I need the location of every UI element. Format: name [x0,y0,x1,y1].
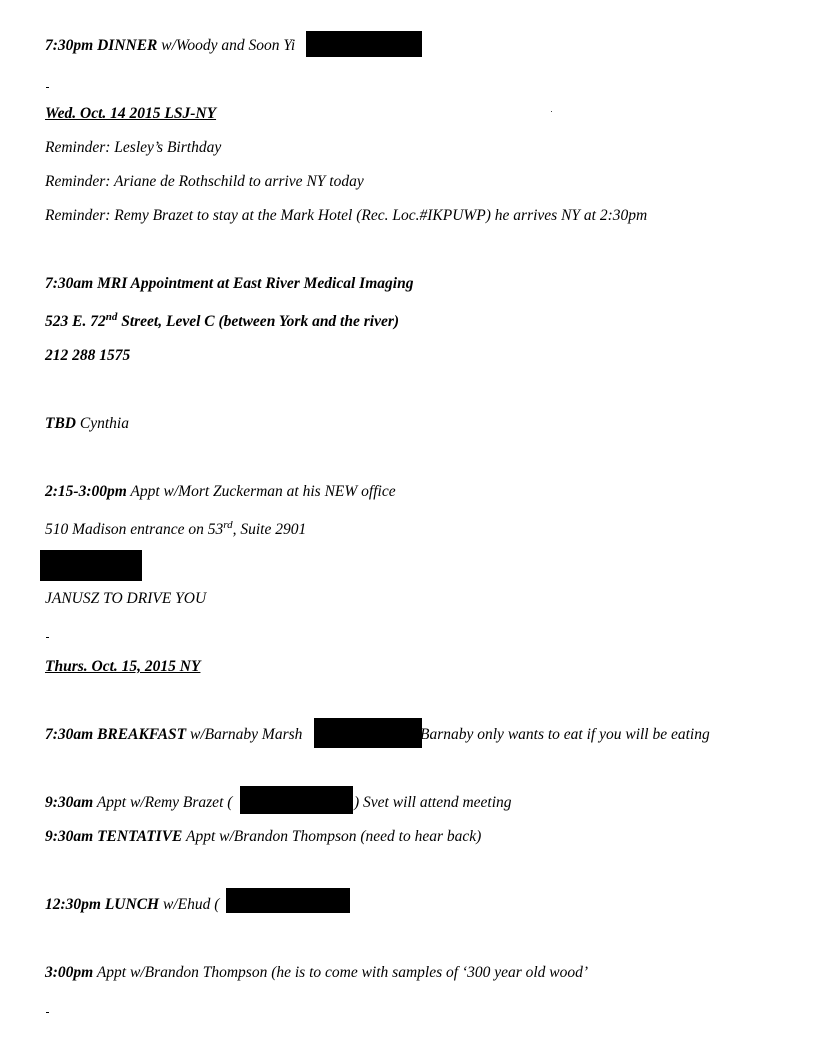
entry-mort [45,482,396,502]
address-part: Street, Level C (between York and the river) [117,313,400,330]
entry-mri-address [45,312,399,332]
entry-madison-address [45,520,306,540]
reminder-birthday: Reminder: Lesley’s Birthday [45,139,222,156]
entry-janusz: JANUSZ TO DRIVE YOU [45,590,207,607]
entry-time: 9:30am TENTATIVE [45,828,183,845]
entry-time: 2:15-3:00pm [45,483,127,500]
entry-text: Appt w/Brandon Thompson (need to hear back) [182,828,482,845]
redaction-box [306,31,422,57]
date-heading-oct-14: Wed. Oct. 14 2015 LSJ-NY [45,105,217,122]
address-part: 510 Madison entrance on 53 [45,521,224,538]
entry-remy-note: ) Svet will attend meeting [354,794,512,811]
underscore-mark [46,1012,49,1013]
entry-time: 3:00pm [45,964,94,981]
address-part: 523 E. 72 [45,313,106,330]
reminder-rothschild: Reminder: Ariane de Rothschild to arrive NY today [45,173,364,190]
entry-brandon-tentative [45,827,481,847]
entry-lunch [45,895,219,915]
entry-brandon [45,963,588,983]
address-ordinal: rd [223,519,233,531]
stray-dot [551,111,552,112]
entry-text: Appt w/Mort Zuckerman at his NEW office [126,483,396,500]
date-heading-oct-15: Thurs. Oct. 15, 2015 NY [45,658,201,675]
entry-text: Cynthia [76,415,129,432]
entry-breakfast-note: Barnaby only wants to eat if you will be eating [420,726,710,743]
redaction-box [314,718,422,748]
address-part: , Suite 2901 [232,521,307,538]
entry-dinner [45,36,295,56]
entry-time: 7:30pm DINNER [45,37,158,54]
entry-mri: 7:30am MRI Appointment at East River Medical Imaging [45,275,414,292]
entry-remy [45,793,232,813]
underscore-mark [46,87,49,88]
entry-time: TBD [45,415,76,432]
redaction-box [40,550,142,581]
entry-time: 9:30am [45,794,94,811]
redaction-box [226,888,350,913]
entry-text: w/Woody and Soon Yi [157,37,296,54]
redaction-box [240,786,353,814]
entry-text: w/Ehud ( [159,896,220,913]
entry-text: Appt w/Brandon Thompson (he is to come with samples of ‘300 year old wood’ [93,964,589,981]
entry-text: Appt w/Remy Brazet ( [93,794,233,811]
entry-time: 7:30am BREAKFAST [45,726,187,743]
entry-mri-phone: 212 288 1575 [45,347,131,364]
entry-time: 12:30pm LUNCH [45,896,160,913]
reminder-brazet-hotel: Reminder: Remy Brazet to stay at the Mark Hotel (Rec. Loc.#IKPUWP) he arrives NY at 2:30pm [45,207,648,224]
entry-tbd [45,414,129,434]
entry-breakfast [45,725,302,745]
underscore-mark [46,637,49,638]
entry-text: w/Barnaby Marsh [186,726,303,743]
address-ordinal: nd [105,311,118,323]
